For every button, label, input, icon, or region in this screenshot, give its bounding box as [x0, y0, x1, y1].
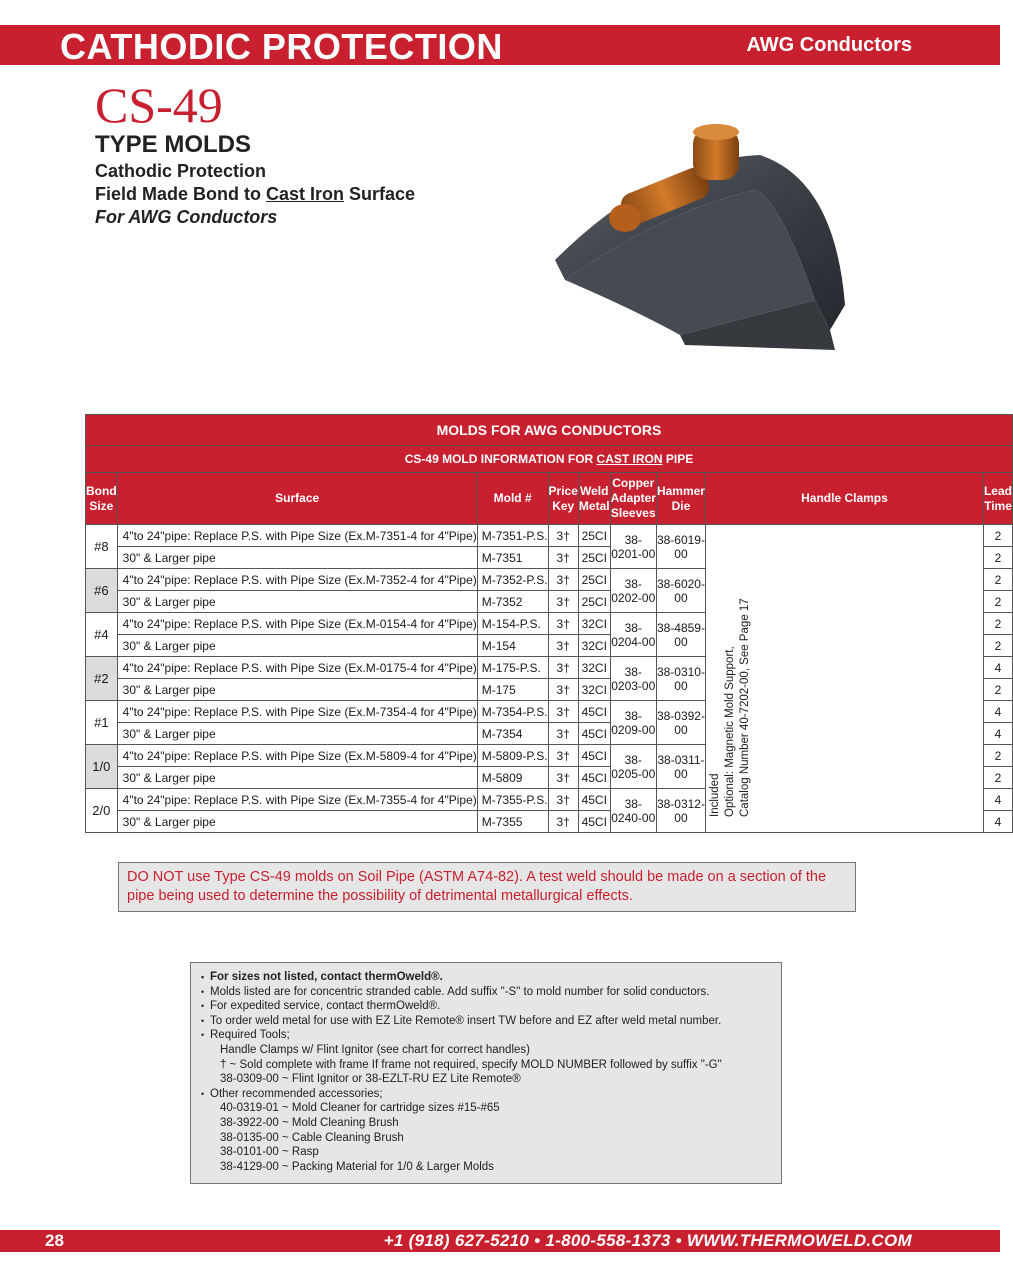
mold-number-cell: M-7351-P.S.	[477, 525, 548, 547]
price-key-cell: 3†	[548, 525, 578, 547]
weld-metal-cell: 32CI	[578, 657, 610, 679]
subtitle-2-pre: Field Made Bond to	[95, 184, 266, 204]
lead-time-cell: 2	[983, 767, 1012, 789]
copper-sleeve-cell: 38-0240-00	[610, 789, 656, 833]
col-copper-sleeves: Copper Adapter Sleeves	[610, 473, 656, 525]
footer-bar	[0, 1230, 1000, 1252]
lead-time-cell: 4	[983, 789, 1012, 811]
col-hammer-die: Hammer Die	[656, 473, 705, 525]
col-price-key: Price Key	[548, 473, 578, 525]
bond-size-cell: #2	[86, 657, 118, 701]
mold-number-cell: M-7351	[477, 547, 548, 569]
surface-cell: 4"to 24"pipe: Replace P.S. with Pipe Size (Ex.M-7355-4 for 4"Pipe)	[117, 789, 477, 811]
mold-number-cell: M-5809-P.S.	[477, 745, 548, 767]
col-surface: Surface	[117, 473, 477, 525]
weld-metal-cell: 25CI	[578, 591, 610, 613]
hammer-die-cell: 38-0310-00	[656, 657, 705, 701]
weld-metal-cell: 45CI	[578, 767, 610, 789]
handle-note-line: Catalog Number 40-7202-00, See Page 17	[739, 598, 752, 817]
copper-sleeve-cell: 38-0204-00	[610, 613, 656, 657]
bond-size-cell: #4	[86, 613, 118, 657]
note-sub-item: 40-0319-01 ~ Mold Cleaner for cartridge sizes #15-#65	[220, 1102, 500, 1115]
mold-number-cell: M-154-P.S.	[477, 613, 548, 635]
surface-cell: 30" & Larger pipe	[117, 811, 477, 833]
table-title: MOLDS FOR AWG CONDUCTORS	[86, 415, 1013, 446]
lead-time-cell: 4	[983, 723, 1012, 745]
copper-sleeve-cell: 38-0201-00	[610, 525, 656, 569]
contact-info: +1 (918) 627-5210 • 1-800-558-1373 • WWW.THERMOWELD.COM	[383, 1231, 912, 1250]
table-subtitle	[86, 446, 1013, 473]
subtitle-2-underlined: Cast Iron	[266, 184, 345, 204]
table-row	[86, 525, 1013, 547]
hammer-die-cell: 38-0311-00	[656, 745, 705, 789]
handle-clamps-note	[708, 540, 753, 817]
hammer-die-cell: 38-6020-00	[656, 569, 705, 613]
surface-cell: 30" & Larger pipe	[117, 635, 477, 657]
cable-end-shape	[609, 204, 641, 232]
weld-metal-cell: 45CI	[578, 811, 610, 833]
note-sub-item: † ~ Sold complete with frame If frame not required, specify MOLD NUMBER followed by suffix "-G"	[220, 1058, 722, 1071]
hammer-die-cell: 38-0312-00	[656, 789, 705, 833]
handle-note-line: Optional: Magnetic Mold Support,	[724, 646, 737, 817]
hammer-die-cell: 38-4859-00	[656, 613, 705, 657]
mold-number-cell: M-7352-P.S.	[477, 569, 548, 591]
surface-cell: 4"to 24"pipe: Replace P.S. with Pipe Size (Ex.M-7354-4 for 4"Pipe)	[117, 701, 477, 723]
page-number: 28	[45, 1231, 64, 1250]
section-title: AWG Conductors	[746, 34, 912, 56]
product-model: CS-49	[95, 77, 223, 133]
weld-metal-cell: 32CI	[578, 635, 610, 657]
col-lead-time: Lead Time	[983, 473, 1012, 525]
note-bullet-item: • Other recommended accessories;	[201, 1087, 771, 1102]
notes-box	[190, 962, 782, 1184]
price-key-cell: 3†	[548, 635, 578, 657]
note-bullet-item: • Molds listed are for concentric stranded cable. Add suffix "-S" to mold number for solid conductors.	[201, 985, 771, 1000]
lead-time-cell: 2	[983, 591, 1012, 613]
note-sub-item: 38-0309-00 ~ Flint Ignitor or 38-EZLT-RU EZ Lite Remote®	[220, 1073, 521, 1086]
col-weld-metal: Weld Metal	[578, 473, 610, 525]
note-bullet-item: • For sizes not listed, contact thermOweld®.	[201, 970, 771, 985]
surface-cell: 4"to 24"pipe: Replace P.S. with Pipe Size (Ex.M-7352-4 for 4"Pipe)	[117, 569, 477, 591]
mold-number-cell: M-154	[477, 635, 548, 657]
weld-metal-cell: 25CI	[578, 569, 610, 591]
surface-cell: 4"to 24"pipe: Replace P.S. with Pipe Size (Ex.M-0175-4 for 4"Pipe)	[117, 657, 477, 679]
mold-number-cell: M-175	[477, 679, 548, 701]
copper-sleeve-cell: 38-0209-00	[610, 701, 656, 745]
surface-cell: 30" & Larger pipe	[117, 591, 477, 613]
note-sub-item: 38-4129-00 ~ Packing Material for 1/0 & Larger Molds	[220, 1160, 494, 1173]
page-title: CATHODIC PROTECTION	[60, 26, 503, 67]
lead-time-cell: 4	[983, 657, 1012, 679]
product-type: TYPE MOLDS	[95, 131, 252, 158]
lead-time-cell: 2	[983, 525, 1012, 547]
product-subtitle-1: Cathodic Protection	[95, 161, 267, 181]
note-bullet-item: • To order weld metal for use with EZ Lite Remote® insert TW before and EZ after weld metal number.	[201, 1014, 771, 1029]
hammer-die-cell: 38-6019-00	[656, 525, 705, 569]
col-mold: Mold #	[477, 473, 548, 525]
price-key-cell: 3†	[548, 767, 578, 789]
mold-number-cell: M-7354	[477, 723, 548, 745]
price-key-cell: 3†	[548, 591, 578, 613]
bond-size-cell: 1/0	[86, 745, 118, 789]
weld-metal-cell: 45CI	[578, 745, 610, 767]
handle-clamps-note-cell	[705, 525, 983, 833]
mold-number-cell: M-7352	[477, 591, 548, 613]
price-key-cell: 3†	[548, 657, 578, 679]
weld-metal-cell: 45CI	[578, 723, 610, 745]
note-sub-item: 38-0135-00 ~ Cable Cleaning Brush	[220, 1131, 404, 1144]
note-bullet-item: • Required Tools;	[201, 1028, 771, 1043]
mold-number-cell: M-7355-P.S.	[477, 789, 548, 811]
price-key-cell: 3†	[548, 723, 578, 745]
price-key-cell: 3†	[548, 613, 578, 635]
bond-size-cell: #1	[86, 701, 118, 745]
copper-sleeve-cell: 38-0205-00	[610, 745, 656, 789]
table-subtitle-pre: CS-49 MOLD INFORMATION FOR	[404, 452, 597, 466]
surface-cell: 30" & Larger pipe	[117, 767, 477, 789]
weld-metal-cell: 25CI	[578, 525, 610, 547]
subtitle-2-post: Surface	[344, 184, 416, 204]
header-bar	[0, 25, 1000, 65]
weld-metal-cell: 45CI	[578, 701, 610, 723]
molds-table	[85, 414, 1013, 833]
table-subtitle-post: PIPE	[662, 452, 694, 466]
mold-number-cell: M-5809	[477, 767, 548, 789]
weld-top-shape	[693, 124, 739, 140]
bond-size-cell: 2/0	[86, 789, 118, 833]
copper-sleeve-cell: 38-0202-00	[610, 569, 656, 613]
col-handle-clamps: Handle Clamps	[705, 473, 983, 525]
mold-number-cell: M-7355	[477, 811, 548, 833]
copper-sleeve-cell: 38-0203-00	[610, 657, 656, 701]
price-key-cell: 3†	[548, 679, 578, 701]
table-subtitle-underlined: CAST IRON	[596, 452, 663, 466]
weld-metal-cell: 32CI	[578, 613, 610, 635]
lead-time-cell: 4	[983, 811, 1012, 833]
lead-time-cell: 2	[983, 635, 1012, 657]
price-key-cell: 3†	[548, 547, 578, 569]
note-sub-item: 38-0101-00 ~ Rasp	[220, 1146, 319, 1159]
surface-cell: 30" & Larger pipe	[117, 723, 477, 745]
surface-cell: 4"to 24"pipe: Replace P.S. with Pipe Size (Ex.M-7351-4 for 4"Pipe)	[117, 525, 477, 547]
price-key-cell: 3†	[548, 745, 578, 767]
warning-box: DO NOT use Type CS-49 molds on Soil Pipe (ASTM A74-82). A test weld should be made on a section of the pipe being used to determine the possibility of detrimental metallurgical effects.	[118, 862, 856, 912]
price-key-cell: 3†	[548, 569, 578, 591]
col-bond-size: Bond Size	[86, 473, 118, 525]
note-bullet-item: • For expedited service, contact thermOweld®.	[201, 999, 771, 1014]
mold-number-cell: M-7354-P.S.	[477, 701, 548, 723]
lead-time-cell: 2	[983, 679, 1012, 701]
product-subtitle-2	[95, 184, 415, 205]
weld-metal-cell: 45CI	[578, 789, 610, 811]
handle-note-line: Included	[709, 773, 722, 817]
lead-time-cell: 2	[983, 613, 1012, 635]
lead-time-cell: 2	[983, 745, 1012, 767]
price-key-cell: 3†	[548, 789, 578, 811]
surface-cell: 4"to 24"pipe: Replace P.S. with Pipe Size (Ex.M-0154-4 for 4"Pipe)	[117, 613, 477, 635]
price-key-cell: 3†	[548, 701, 578, 723]
surface-cell: 30" & Larger pipe	[117, 547, 477, 569]
lead-time-cell: 4	[983, 701, 1012, 723]
note-sub-item: Handle Clamps w/ Flint Ignitor (see chart for correct handles)	[220, 1043, 530, 1056]
lead-time-cell: 2	[983, 547, 1012, 569]
hammer-die-cell: 38-0392-00	[656, 701, 705, 745]
price-key-cell: 3†	[548, 811, 578, 833]
weld-metal-cell: 25CI	[578, 547, 610, 569]
mold-number-cell: M-175-P.S.	[477, 657, 548, 679]
product-subtitle-3: For AWG Conductors	[95, 207, 278, 227]
bond-size-cell: #6	[86, 569, 118, 613]
lead-time-cell: 2	[983, 569, 1012, 591]
mold-on-pipe-illustration	[545, 120, 875, 360]
note-sub-item: 38-3922-00 ~ Mold Cleaning Brush	[220, 1116, 399, 1129]
weld-metal-cell: 32CI	[578, 679, 610, 701]
bond-size-cell: #8	[86, 525, 118, 569]
surface-cell: 4"to 24"pipe: Replace P.S. with Pipe Size (Ex.M-5809-4 for 4"Pipe)	[117, 745, 477, 767]
surface-cell: 30" & Larger pipe	[117, 679, 477, 701]
